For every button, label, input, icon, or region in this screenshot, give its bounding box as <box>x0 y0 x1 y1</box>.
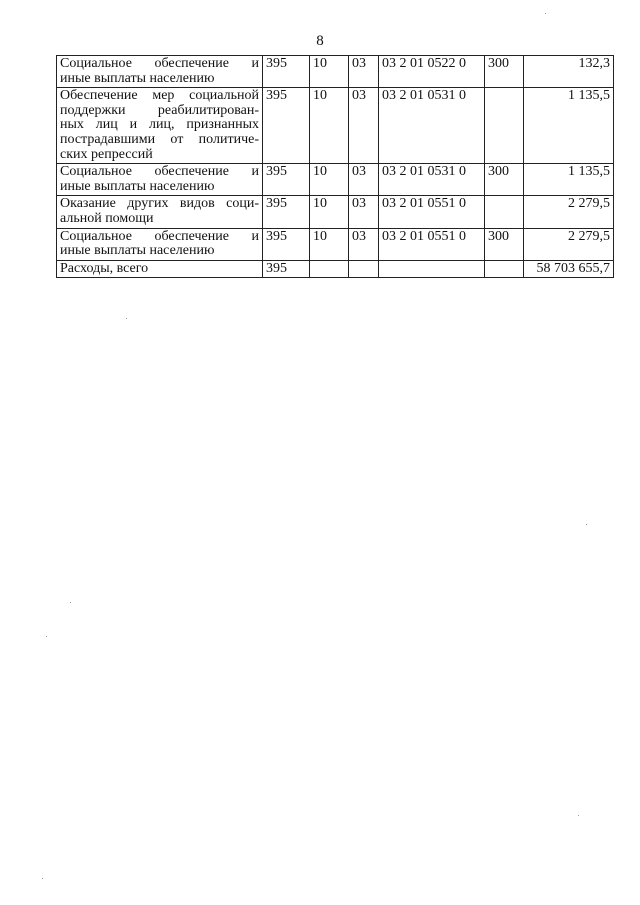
scan-speck <box>586 524 587 525</box>
cell-sum: 2 279,5 <box>524 228 614 260</box>
cell-name-line: ских репрессий <box>60 146 153 162</box>
cell-section: 10 <box>310 164 349 196</box>
cell-code: 03 2 01 0551 0 <box>379 196 485 228</box>
cell-sum: 2 279,5 <box>524 196 614 228</box>
cell-section: 10 <box>310 88 349 164</box>
cell-name-line: Оказание других видов соци- <box>60 196 259 212</box>
table-row <box>57 56 614 88</box>
cell-name <box>57 228 263 260</box>
scan-speck <box>42 878 43 879</box>
cell-name <box>57 56 263 88</box>
cell-name-line: Социальное обеспечение и <box>60 56 259 71</box>
cell-name-line: Обеспечение мер социальной <box>60 88 259 104</box>
scan-speck <box>70 602 71 603</box>
table-row <box>57 228 614 260</box>
cell-code: 03 2 01 0551 0 <box>379 228 485 260</box>
cell-expense-type <box>485 260 524 278</box>
cell-grbs: 395 <box>263 88 310 164</box>
cell-subsection: 03 <box>349 56 379 88</box>
cell-code: 03 2 01 0522 0 <box>379 56 485 88</box>
cell-grbs: 395 <box>263 56 310 88</box>
total-label: Расходы, всего <box>57 260 263 278</box>
cell-name-line: Социальное обеспечение и <box>60 164 259 180</box>
cell-name-line: иные выплаты населению <box>60 178 215 194</box>
cell-subsection: 03 <box>349 228 379 260</box>
cell-name <box>57 88 263 164</box>
cell-expense-type: 300 <box>485 164 524 196</box>
total-sum: 58 703 655,7 <box>524 260 614 278</box>
cell-code <box>379 260 485 278</box>
cell-expense-type: 300 <box>485 228 524 260</box>
table-row <box>57 88 614 164</box>
cell-subsection: 03 <box>349 164 379 196</box>
cell-name-line: альной помощи <box>60 210 154 226</box>
cell-name <box>57 164 263 196</box>
cell-name-line: поддержки реабилитирован- <box>60 102 259 118</box>
cell-subsection <box>349 260 379 278</box>
table-body <box>57 56 614 278</box>
cell-grbs: 395 <box>263 196 310 228</box>
scan-speck <box>545 13 546 14</box>
scan-speck <box>578 815 579 816</box>
scan-speck <box>126 318 127 319</box>
cell-code: 03 2 01 0531 0 <box>379 88 485 164</box>
cell-section <box>310 260 349 278</box>
cell-name <box>57 196 263 228</box>
cell-grbs: 395 <box>263 228 310 260</box>
scan-speck <box>46 636 47 637</box>
table-row <box>57 196 614 228</box>
cell-subsection: 03 <box>349 88 379 164</box>
cell-section: 10 <box>310 228 349 260</box>
cell-name-line: ных лиц и лиц, признанных <box>60 117 259 133</box>
cell-grbs: 395 <box>263 260 310 278</box>
page-number: 8 <box>316 33 324 49</box>
cell-name-line: иные выплаты населению <box>60 70 215 86</box>
table-row <box>57 164 614 196</box>
cell-name-line: пострадавшими от политиче- <box>60 131 259 147</box>
cell-sum: 1 135,5 <box>524 88 614 164</box>
cell-sum: 132,3 <box>524 56 614 88</box>
expenditure-table <box>56 55 614 278</box>
table-row-total <box>57 260 614 278</box>
cell-subsection: 03 <box>349 196 379 228</box>
cell-code: 03 2 01 0531 0 <box>379 164 485 196</box>
cell-sum: 1 135,5 <box>524 164 614 196</box>
cell-expense-type <box>485 88 524 164</box>
cell-name-line: Социальное обеспечение и <box>60 228 259 244</box>
cell-expense-type: 300 <box>485 56 524 88</box>
cell-name-line: иные выплаты населению <box>60 243 215 259</box>
cell-grbs: 395 <box>263 164 310 196</box>
cell-section: 10 <box>310 56 349 88</box>
cell-expense-type <box>485 196 524 228</box>
cell-section: 10 <box>310 196 349 228</box>
